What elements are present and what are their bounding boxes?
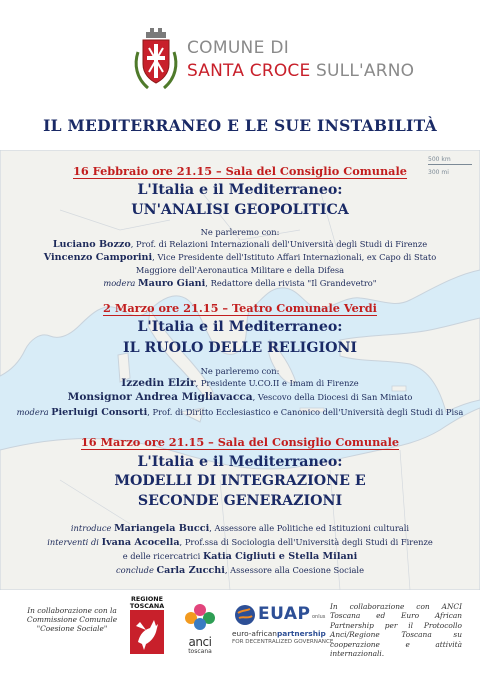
event3-title-line3: SECONDE GENERAZIONI [137, 493, 343, 509]
footer-right-text: In collaborazione con ANCI Toscana ed Euro African Partnership per il Protocollo Anci/Regione Toscana su cooperazione e attività internazionali. [330, 602, 462, 659]
event3-title-line2: MODELLI DI INTEGRAZIONE E [114, 473, 366, 489]
euap-subtitle [232, 629, 326, 638]
event1-speaker1-role: , Prof. di Relazioni Internazionali dell'Università degli Studi di Firenze [130, 239, 428, 249]
event3-introduce-label: introduce [70, 523, 112, 533]
footer-left-text: In collaborazione con la Commissione Comunale "Coesione Sociale" [26, 606, 118, 633]
event2-speaker1 [0, 378, 480, 389]
event1-speaker2-name: Vincenzo Camporini [43, 252, 153, 263]
event1-speaker1 [0, 239, 480, 250]
event3-introduce-name: Mariangela Bucci [114, 523, 210, 534]
map-scale-km: 500 km [428, 156, 451, 163]
event2-speaker1-role: , Presidente U.CO.II e Imam di Firenze [195, 378, 359, 388]
pegasus-icon [130, 610, 164, 654]
euap-sub-b: partnership [276, 629, 326, 638]
event2-speaker2-role: , Vescovo della Diocesi di San Miniato [252, 392, 413, 402]
event3-introduce [0, 523, 480, 534]
event1-speaker2-role-b: Maggiore dell'Aeronautica Militare e della Difesa [135, 265, 345, 275]
event2-moderator-label: modera [16, 407, 49, 417]
event3-conclude-label: conclude [116, 565, 154, 575]
event3-conclude-role: , Assessore alla Coesione Sociale [224, 565, 364, 575]
euap-onlus: onlus [312, 614, 326, 620]
event3-interventi-name: Ivana Acocella [101, 537, 180, 548]
event2-speaker2-name: Monsignor Andrea Migliavacca [67, 391, 253, 403]
euap-logo [232, 604, 334, 654]
globe-icon [234, 604, 256, 626]
brand-comune-di: COMUNE DI [187, 38, 290, 58]
event2-moderator-role: , Prof. di Diritto Ecclesiastico e Canonico dell'Università degli Studi di Pisa [147, 407, 464, 417]
anci-word: anci [188, 635, 212, 649]
euap-sub-a: euro-african [232, 629, 277, 638]
regione-toscana-line2: TOSCANA [129, 602, 165, 610]
event1-heading-text: 16 Febbraio ore 21.15 – Sala del Consiglio Comunale [73, 164, 407, 178]
event2-heading [0, 301, 480, 315]
event2-speaker2 [0, 392, 480, 403]
event3-researchers [0, 551, 480, 562]
anci-flower-icon [182, 602, 218, 632]
event3-interventi-role: , Prof.ssa di Sociologia dell'Università degli Studi di Firenze [179, 537, 433, 547]
event2-heading-text: 2 Marzo ore 21.15 – Teatro Comunale Verdi [103, 301, 377, 315]
event1-moderator-name: Mauro Giani [138, 278, 206, 289]
regione-toscana-line1: REGIONE [130, 595, 164, 603]
event3-interventi-label: interventi di [47, 537, 99, 547]
event2-moderator [0, 407, 480, 418]
event3-heading-text: 16 Marzo ore 21.15 – Sala del Consiglio Comunale [80, 435, 400, 449]
event1-moderator [0, 278, 480, 289]
brand-sullarno: SULL'ARNO [310, 61, 415, 81]
event3-conclude-name: Carla Zucchi [156, 565, 225, 576]
event2-speaker1-name: Izzedin Elzir [121, 377, 196, 389]
event2-title-line2: IL RUOLO DELLE RELIGIONI [122, 340, 358, 356]
event1-intro: Ne parleremo con: [200, 227, 280, 237]
anci-sub: toscana [188, 648, 212, 655]
event3-introduce-role: , Assessore alle Politiche ed Istituzioni culturali [209, 523, 410, 533]
event3-interventi [0, 537, 480, 548]
map-scale-mi: 300 mi [428, 169, 449, 176]
anci-toscana-logo [178, 602, 222, 658]
event2-intro: Ne parleremo con: [200, 366, 280, 376]
event1-moderator-label: modera [103, 278, 136, 288]
event3-title-line1: L'Italia e il Mediterraneo: [137, 454, 343, 470]
event1-heading [0, 164, 480, 178]
event1-title-line1: L'Italia e il Mediterraneo: [137, 182, 343, 198]
event1-title-line2: UN'ANALISI GEOPOLITICA [131, 202, 349, 218]
poster-title: IL MEDITERRANEO E LE SUE INSTABILITÀ [43, 116, 437, 135]
event2-title-line1: L'Italia e il Mediterraneo: [137, 319, 343, 335]
event3-conclude [0, 565, 480, 576]
footer [0, 594, 480, 678]
event3-researchers-names: Katia Cigliuti e Stella Milani [202, 551, 358, 562]
event1-speaker2 [0, 252, 480, 263]
euap-tagline: FOR DECENTRALIZED GOVERNANCE [232, 639, 334, 645]
event2-moderator-name: Pierluigi Consorti [51, 407, 148, 418]
event3-heading [0, 435, 480, 449]
brand-santa-croce-red: SANTA CROCE [187, 61, 311, 81]
event3-researchers-prefix: e delle ricercatrici [122, 551, 201, 561]
event1-speaker2-role-a: , Vice Presidente dell'Istituto Affari Internazionali, ex Capo di Stato [152, 252, 437, 262]
regione-toscana-logo [129, 596, 165, 658]
event1-speaker1-name: Luciano Bozzo [52, 239, 131, 250]
euap-word: EUAP [258, 604, 311, 624]
event1-moderator-role: , Redattore della rivista "Il Grandevetro" [205, 278, 377, 288]
